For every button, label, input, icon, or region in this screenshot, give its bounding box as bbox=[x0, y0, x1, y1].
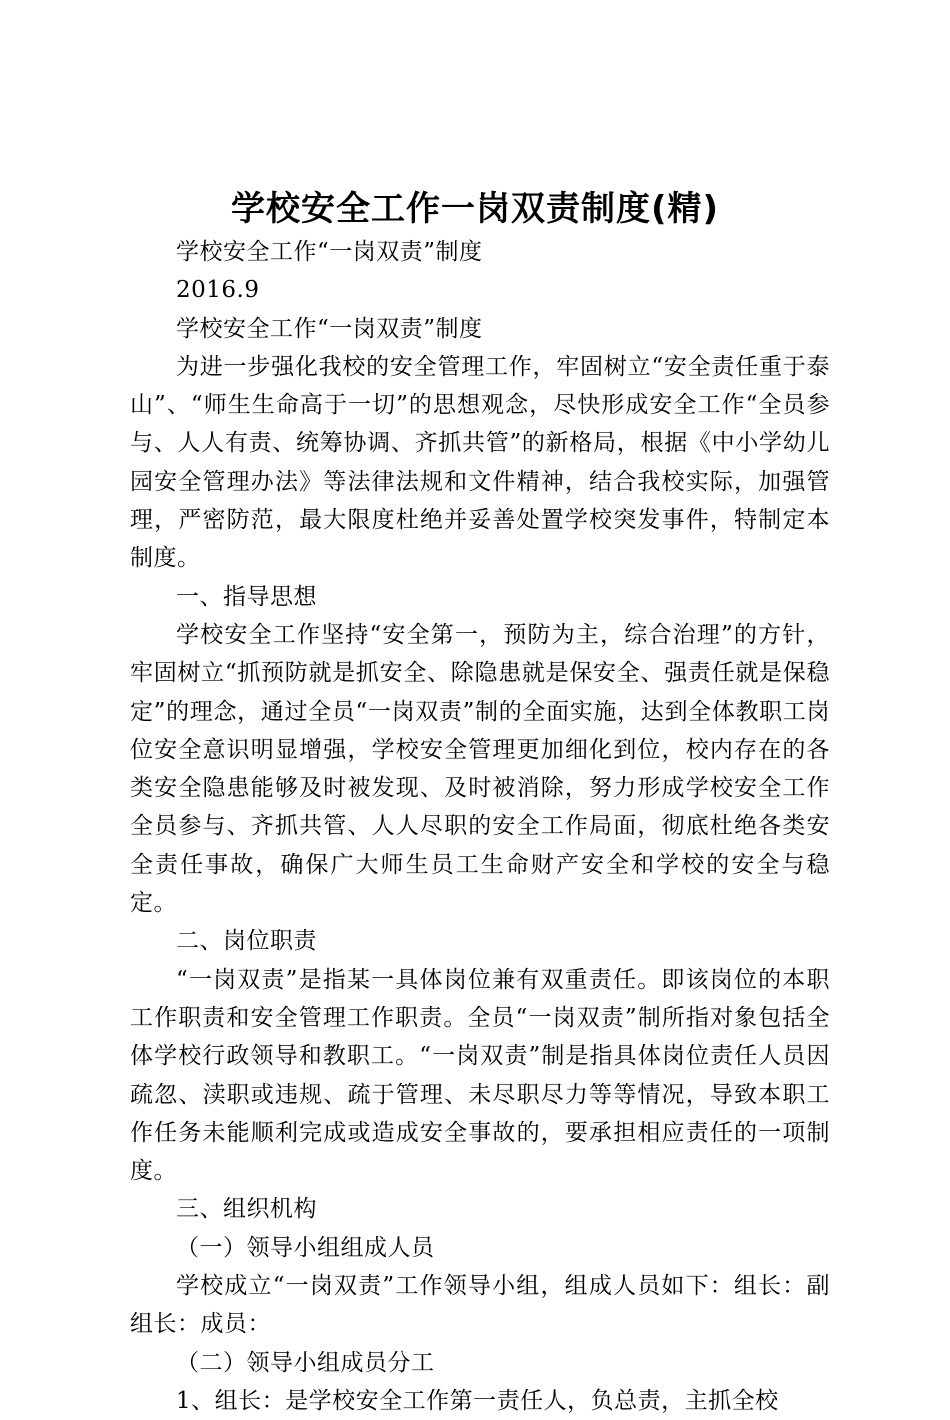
heading-organization: 三、组织机构 bbox=[176, 1196, 317, 1223]
paragraph-guiding-thought: 学校安全工作坚持“安全第一，预防为主，综合治理”的方针，牢固树立“抓预防就是抓安全、除隐患就是保安全、强责任就是保稳定”的理念，通过全员“一岗双责”制的全面实施，达到全体教职工岗位安全意识明显增强，学校安全管理更加细化到位，校内存在的各类安全隐患能够及时被发现、及时被消除，努力形成学校安全工作全员参与、齐抓共管、人人尽职的安全工作局面，彻底杜绝各类安全责任事故，确保广大师生员工生命财产安全和学校的安全与稳定。 bbox=[130, 621, 830, 917]
paragraph-post-duties: “一岗双责”是指某一具体岗位兼有双重责任。即该岗位的本职工作职责和安全管理工作职责。全员“一岗双责”制所指对象包括全体学校行政领导和教职工。“一岗双责”制是指具体岗位责任人员因疏忽、渎职或违规、疏于管理、未尽职尽力等等情况，导致本职工作任务未能顺利完成或造成安全事故的，要承担相应责任的一项制度。 bbox=[130, 966, 830, 1185]
document-title: 学校安全工作一岗双责制度(精) bbox=[230, 189, 720, 229]
heading-guiding-thought: 一、指导思想 bbox=[176, 583, 317, 610]
paragraph-subtitle-repeat: 学校安全工作“一岗双责”制度 bbox=[176, 315, 483, 342]
subheading-leadership-members: （一）领导小组组成人员 bbox=[176, 1234, 435, 1261]
paragraph-date: 2016.9 bbox=[176, 277, 260, 304]
subheading-leadership-division: （二）领导小组成员分工 bbox=[176, 1349, 435, 1376]
paragraph-leadership-members: 学校成立“一岗双责”工作领导小组，组成人员如下：组长：副组长：成员： bbox=[130, 1273, 830, 1338]
paragraph-subtitle: 学校安全工作“一岗双责”制度 bbox=[176, 239, 483, 265]
paragraph-leader-duty: 1、组长：是学校安全工作第一责任人，负总责，主抓全校 bbox=[176, 1387, 779, 1414]
paragraph-intro: 为进一步强化我校的安全管理工作，牢固树立“安全责任重于泰山”、“师生生命高于一切”的思想观念，尽快形成安全工作“全员参与、人人有责、统筹协调、齐抓共管”的新格局，根据《中小学幼儿园安全管理办法》等法律法规和文件精神，结合我校实际，加强管理，严密防范，最大限度杜绝并妥善处置学校突发事件，特制定本制度。 bbox=[130, 353, 830, 572]
document-body bbox=[130, 233, 830, 1420]
heading-post-duties: 二、岗位职责 bbox=[176, 928, 317, 955]
